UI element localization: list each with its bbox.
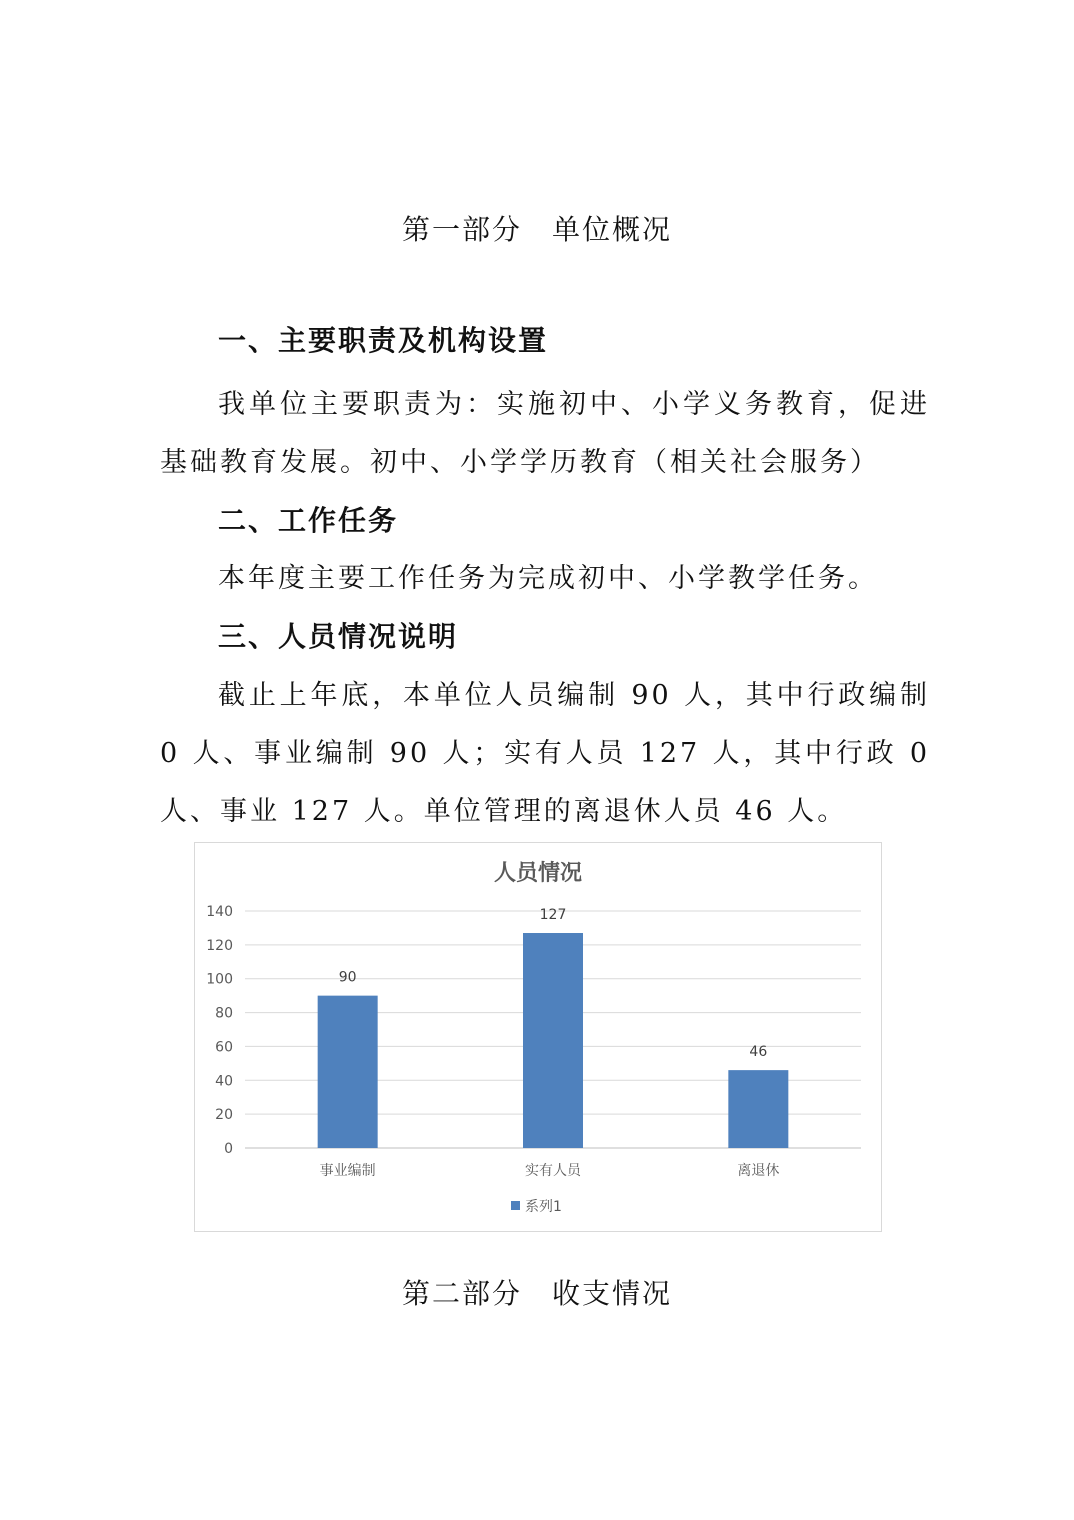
data-label: 46 <box>749 1044 768 1061</box>
data-label: 127 <box>539 907 567 924</box>
y-tick-label: 20 <box>215 1107 233 1124</box>
legend-label: 系列1 <box>525 1199 562 1215</box>
y-tick-label: 80 <box>215 1005 233 1022</box>
section3-heading: 三、人员情况说明 <box>218 620 459 653</box>
chart-title: 人员情况 <box>493 861 583 886</box>
bar <box>318 996 378 1148</box>
section2-body: 本年度主要工作任务为完成初中、小学教学任务。 <box>218 563 878 594</box>
y-tick-label: 120 <box>206 937 233 954</box>
bar <box>523 933 583 1148</box>
y-tick-label: 60 <box>215 1039 233 1056</box>
part1-title: 第一部分 单位概况 <box>401 213 672 246</box>
y-tick-label: 0 <box>224 1141 233 1157</box>
staff-chart-svg <box>195 843 881 1231</box>
y-tick-label: 140 <box>206 904 233 920</box>
part2-title: 第二部分 收支情况 <box>401 1277 672 1310</box>
legend <box>511 1199 562 1215</box>
section3-body: 截止上年底，本单位人员编制 90 人，其中行政编制 0 人、事业编制 90 人；实有人员 127 人，其中行政 0 人、事业 127 人。单位管理的离退休人员 46 人。 <box>160 680 930 827</box>
data-label: 90 <box>338 969 357 986</box>
section2-heading: 二、工作任务 <box>218 504 399 537</box>
y-tick-label: 100 <box>206 971 233 988</box>
section1-body: 我单位主要职责为：实施初中、小学义务教育，促进基础教育发展。初中、小学学历教育（相关社会服务） <box>160 389 930 478</box>
section1-heading: 一、主要职责及机构设置 <box>218 324 549 357</box>
category-label: 事业编制 <box>319 1163 376 1179</box>
staff-chart <box>194 842 882 1232</box>
legend-swatch <box>511 1201 520 1210</box>
category-label: 离退休 <box>737 1163 780 1179</box>
bar <box>728 1070 788 1148</box>
category-label: 实有人员 <box>525 1163 581 1179</box>
y-tick-label: 40 <box>215 1073 233 1090</box>
